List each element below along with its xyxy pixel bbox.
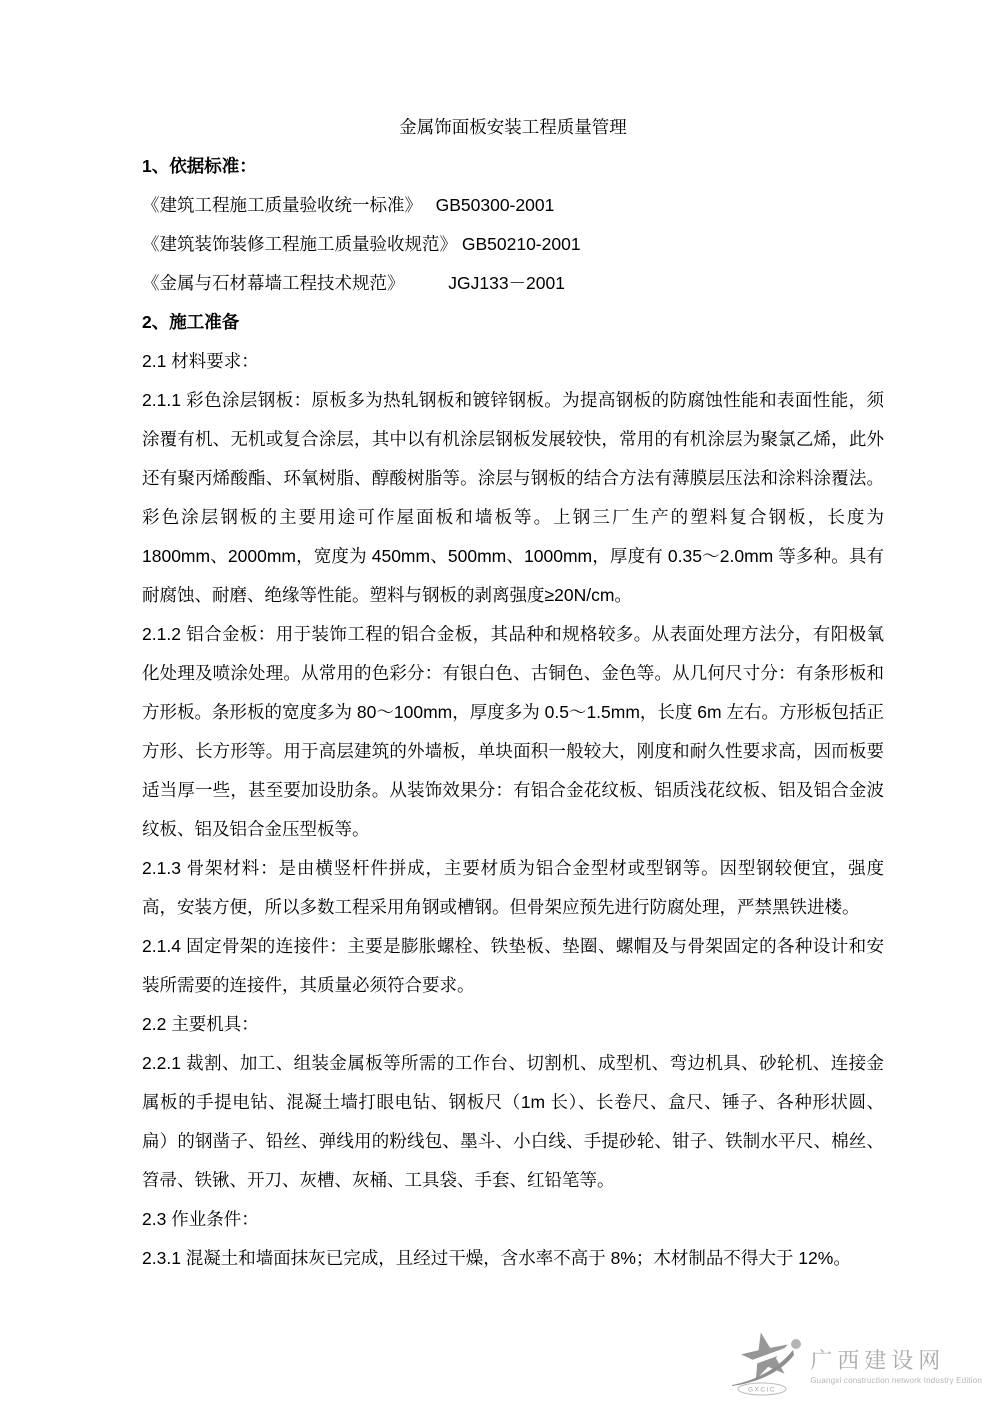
paragraph-2-1-1: 2.1.1 彩色涂层钢板：原板多为热轧钢板和镀锌钢板。为提高钢板的防腐蚀性能和表面性能，须涂覆有机、无机或复合涂层，其中以有机涂层钢板发展较快，常用的有机涂层为聚氯乙烯，此外还有聚丙烯酸酯、环氧树脂、醇酸树脂等。涂层与钢板的结合方法有薄膜层压法和涂料涂覆法。彩色涂层钢板的主要用途可作屋面板和墙板等。上钢三厂生产的塑料复合钢板，长度为 1800mm、2000mm，宽度为 450mm、500mm、1000mm，厚度有 0.35～2.0mm 等多种。具有耐腐蚀、耐磨、绝缘等性能。塑料与钢板的剥离强度≥20N/cm。 <box>142 390 884 605</box>
subheading-main-tools: 2.2 主要机具： <box>142 1014 259 1034</box>
heading-preparation: 2、施工准备 <box>142 312 240 332</box>
paragraph-2-2-1: 2.2.1 裁割、加工、组装金属板等所需的工作台、切割机、成型机、弯边机具、砂轮机、连接金属板的手提电钻、混凝土墙打眼电钻、钢板尺（1m 长）、长卷尺、盒尺、锤子、各种形状圆、扁）的钢凿子、铅丝、弹线用的粉线包、墨斗、小白线、手提砂轮、钳子、铁制水平尺、棉丝、笤帚、铁锹、开刀、灰槽、灰桶、工具袋、手套、红铅笔等。 <box>142 1053 884 1190</box>
dot-shape <box>791 1339 801 1349</box>
logo-tagline: Guangxi construction network Industry Edition <box>810 1376 982 1385</box>
paragraph-2-3-1: 2.3.1 混凝土和墙面抹灰已完成，且经过干燥，含水率不高于 8%；木材制品不得大于 12%。 <box>142 1248 851 1268</box>
logo-text-block <box>810 1349 982 1385</box>
paragraph-2-1-3: 2.1.3 骨架材料：是由横竖杆件拼成，主要材质为铝合金型材或型钢等。因型钢较便宜，强度高，安装方便，所以多数工程采用角钢或槽钢。但骨架应预先进行防腐处理，严禁黑铁进楼。 <box>142 858 884 917</box>
paragraph-2-1-2: 2.1.2 铝合金板：用于装饰工程的铝合金板，其品种和规格较多。从表面处理方法分，有阳极氧化处理及喷涂处理。从常用的色彩分：有银白色、古铜色、金色等。从几何尺寸分：有条形板和方形板。条形板的宽度多为 80～100mm，厚度多为 0.5～1.5mm，长度 6m 左右。方形板包括正方形、长方形等。用于高层建筑的外墙板，单块面积一般较大，刚度和耐久性要求高，因而板要适当厚一些，甚至要加设肋条。从装饰效果分：有铝合金花纹板、铝质浅花纹板、铝及铝合金波纹板、铝及铝合金压型板等。 <box>142 624 884 839</box>
paragraph-2-1-4: 2.1.4 固定骨架的连接件：主要是膨胀螺栓、铁垫板、垫圈、螺帽及与骨架固定的各种设计和安装所需要的连接件，其质量必须符合要求。 <box>142 936 884 995</box>
logo-mark: GXCIC <box>748 1386 777 1394</box>
subheading-work-conditions: 2.3 作业条件： <box>142 1209 259 1229</box>
standard-item-gb50210: 《建筑装饰装修工程施工质量验收规范》 GB50210-2001 <box>142 234 581 254</box>
logo-text: 广西建设网 <box>810 1348 946 1373</box>
standard-item-gb50300: 《建筑工程施工质量验收统一标准》 GB50300-2001 <box>142 195 555 215</box>
heading-standards: 1、依据标准： <box>142 156 257 176</box>
watermark-logo <box>730 1331 982 1399</box>
subheading-material-requirements: 2.1 材料要求： <box>142 351 259 371</box>
star-icon <box>730 1331 806 1399</box>
standard-item-jgj133: 《金属与石材幕墙工程技术规范》 JGJ133－2001 <box>142 273 565 293</box>
page-title: 金属饰面板安装工程质量管理 <box>399 117 627 137</box>
document-content <box>142 108 884 1278</box>
